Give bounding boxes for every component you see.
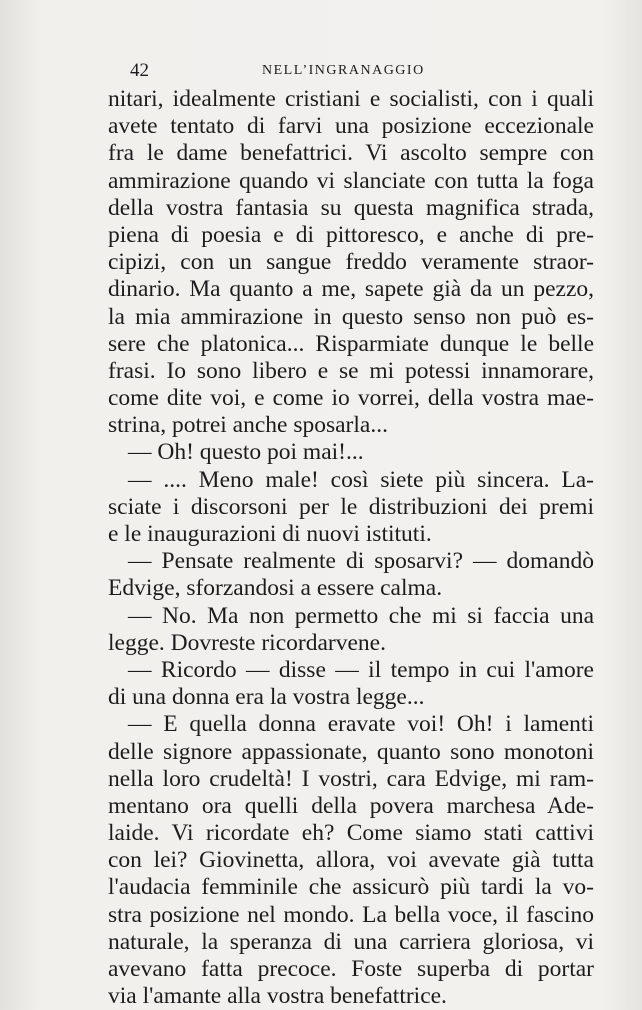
text-line: via l'amante alla vostra benefattrice.	[108, 983, 447, 1010]
text-line: stra posizione nel mondo. La bella voce, il fascino	[108, 901, 594, 928]
text-line: la mia ammirazione in questo senso non può es-	[108, 303, 594, 330]
text-line: come dite voi, e come io vorrei, della vostra mae-	[108, 385, 594, 412]
text-line: dinario. Ma quanto a me, sapete già da un pezzo,	[108, 276, 594, 303]
text-line: di una donna era la vostra legge...	[108, 684, 425, 711]
body-text	[108, 86, 594, 1010]
text-line: — Oh! questo poi mai!...	[128, 439, 364, 466]
text-line: — Ricordo — disse — il tempo in cui l'amore	[128, 656, 594, 683]
text-line: — .... Meno male! così siete più sincera. La-	[128, 466, 594, 493]
text-line: Edvige, sforzandosi a essere calma.	[108, 575, 443, 602]
running-head	[130, 60, 594, 86]
text-line: con lei? Giovinetta, allora, voi avevate già tutta	[108, 847, 594, 874]
text-line: cipizi, con un sangue freddo veramente straor-	[108, 249, 594, 276]
text-line: avete tentato di farvi una posizione eccezionale	[108, 113, 594, 140]
text-line: — E quella donna eravate voi! Oh! i lamenti	[128, 711, 594, 738]
text-line: ammirazione quando vi slanciate con tutta la foga	[108, 167, 594, 194]
text-line: frasi. Io sono libero e se mi potessi innamorare,	[108, 357, 594, 384]
text-line: l'audacia femminile che assicurò più tardi la vo-	[108, 874, 594, 901]
text-line: — No. Ma non permetto che mi si faccia una	[128, 602, 594, 629]
text-line: piena di poesia e di pittoresco, e anche di pre-	[108, 221, 594, 248]
text-line: mentano ora quelli della povera marchesa Ade-	[108, 792, 594, 819]
text-line: delle signore appassionate, quanto sono monotoni	[108, 738, 594, 765]
text-line: fra le dame benefattrici. Vi ascolto sempre con	[108, 140, 594, 167]
page-number: 42	[130, 60, 149, 81]
text-line: — Pensate realmente di sposarvi? — domandò	[128, 548, 594, 575]
text-line: legge. Dovreste ricordarvene.	[108, 629, 386, 656]
text-line: nella loro crudeltà! I vostri, cara Edvige, mi ram-	[108, 765, 594, 792]
text-line: naturale, la speranza di una carriera gloriosa, vi	[108, 928, 594, 955]
text-line: avevano fatta precoce. Foste superba di portar	[108, 956, 594, 982]
text-line: strina, potrei anche sposarla...	[108, 412, 388, 439]
text-line: nitari, idealmente cristiani e socialisti, con i quali	[108, 86, 594, 112]
running-title: NELL’INGRANAGGIO	[262, 63, 425, 78]
text-line: laide. Vi ricordate eh? Come siamo stati cattivi	[108, 820, 594, 847]
text-line: sere che platonica... Risparmiate dunque le belle	[108, 330, 594, 357]
text-line: e le inaugurazioni di nuovi istituti.	[108, 521, 432, 547]
text-line: sciate i discorsoni per le distribuzioni dei premi	[108, 493, 594, 520]
text-line: della vostra fantasia su questa magnifica strada,	[108, 194, 594, 221]
